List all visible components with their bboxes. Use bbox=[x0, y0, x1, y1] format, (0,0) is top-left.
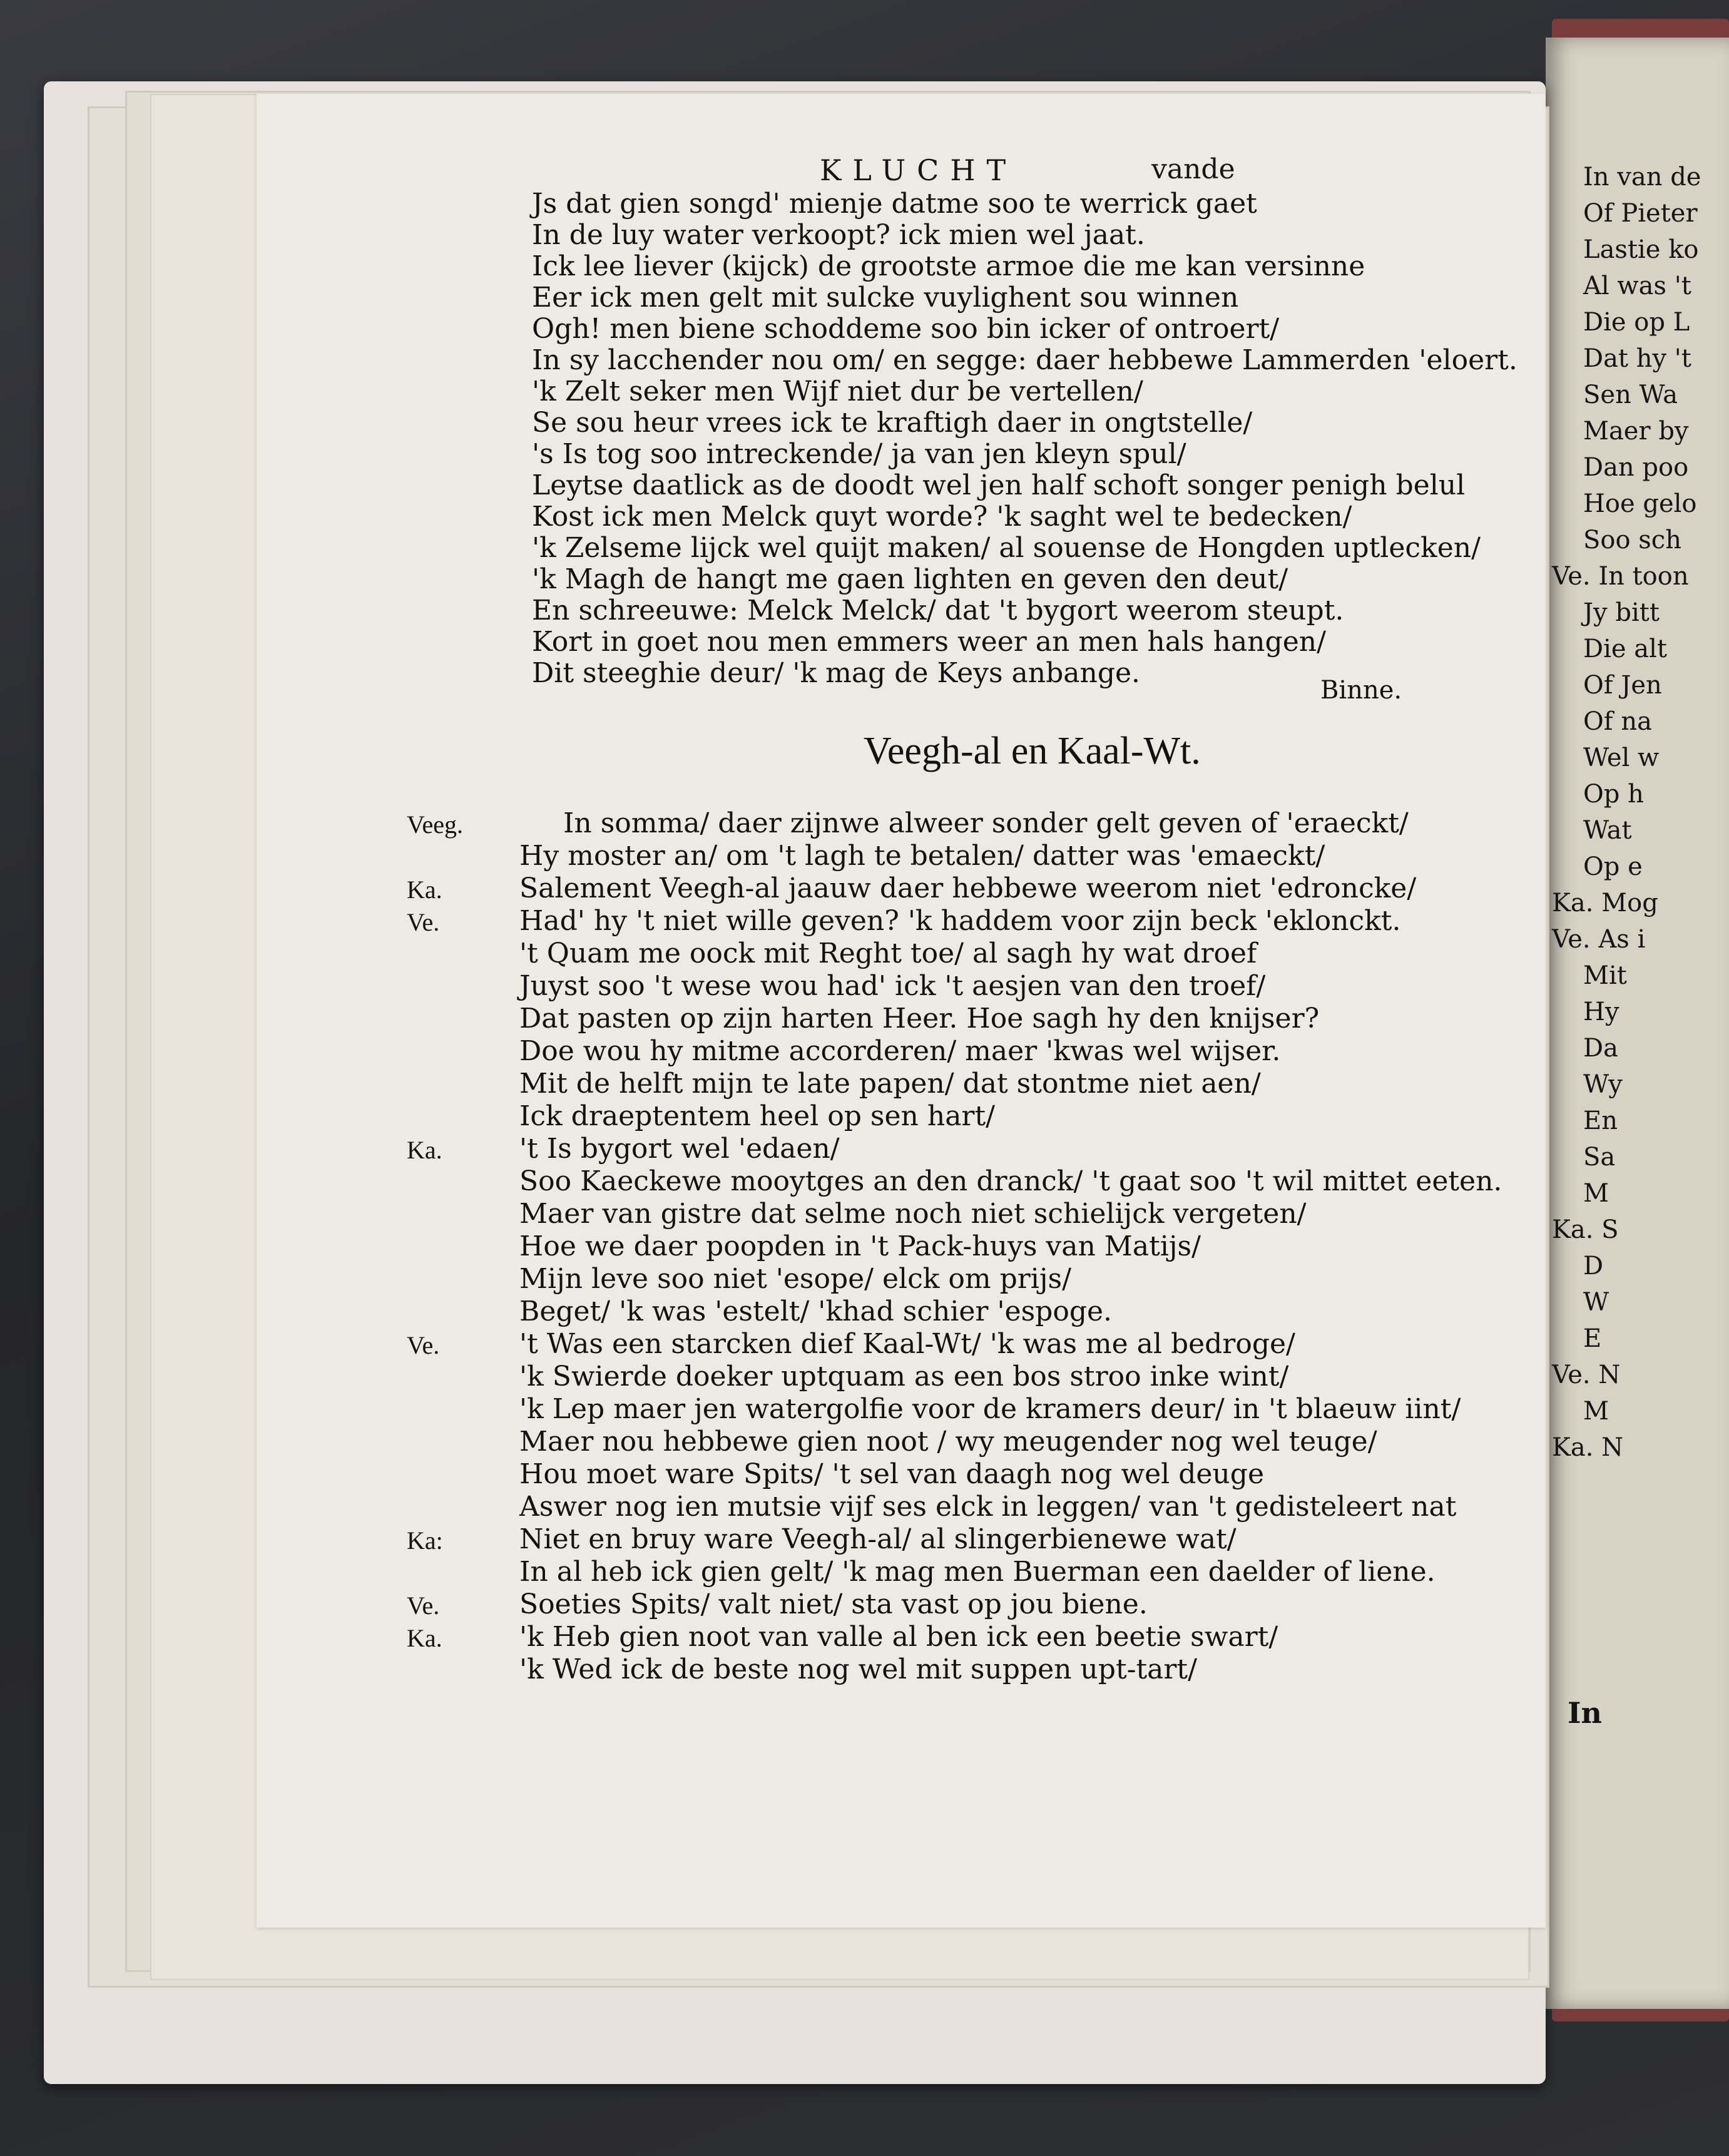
verse-line: 'k Zelseme lijck wel quijt maken/ al souense de Hongden uptlecken/ bbox=[532, 532, 1481, 564]
verse-line: Leytse daatlick as de doodt wel jen half schoft songer penigh belul bbox=[532, 469, 1466, 501]
facing-page-fragment: M bbox=[1583, 1179, 1609, 1208]
verse-line: Se sou heur vrees ick te kraftigh daer in ongtstelle/ bbox=[532, 407, 1253, 439]
facing-page-fragment: Die alt bbox=[1583, 635, 1667, 663]
dialogue-line: Dat pasten op zijn harten Heer. Hoe sagh hy den knijser? bbox=[519, 1003, 1320, 1035]
facing-page-fragment: Sa bbox=[1583, 1143, 1616, 1172]
dialogue-line: Mit de helft mijn te late papen/ dat stontme niet aen/ bbox=[519, 1068, 1261, 1100]
dialogue-line: 'k Heb gien noot van valle al ben ick een beetie swart/ bbox=[519, 1621, 1278, 1653]
dialogue-line: Hou moet ware Spits/ 't sel van daagh nog wel deuge bbox=[519, 1458, 1264, 1490]
dialogue-line: Ick draeptentem heel op sen hart/ bbox=[519, 1100, 995, 1132]
facing-page-fragment: Hoe gelo bbox=[1583, 489, 1697, 518]
dialogue-line: Soo Kaeckewe mooytges an den dranck/ 't gaat soo 't wil mittet eeten. bbox=[519, 1165, 1502, 1197]
speaker-label: Ve. bbox=[407, 908, 440, 936]
facing-page-fragment: Hy bbox=[1583, 998, 1619, 1026]
dialogue-line: Juyst soo 't wese wou had' ick 't aesjen van den troef/ bbox=[519, 970, 1266, 1002]
speaker-label: Veeg. bbox=[407, 810, 463, 839]
verse-line: Kost ick men Melck quyt worde? 'k saght wel te bedecken/ bbox=[532, 501, 1352, 533]
facing-page-fragment: Jy bitt bbox=[1583, 598, 1660, 627]
facing-page-fragment: Ve. As i bbox=[1552, 925, 1646, 954]
facing-page-fragment: Wy bbox=[1583, 1070, 1623, 1099]
facing-page-fragment: W bbox=[1583, 1288, 1609, 1317]
facing-page-fragment: Maer by bbox=[1583, 417, 1689, 446]
facing-page-fragment: Dan poo bbox=[1583, 453, 1689, 482]
dialogue-line: 'k Swierde doeker uptquam as een bos stroo inke wint/ bbox=[519, 1361, 1289, 1392]
facing-page-fragment: Op e bbox=[1583, 852, 1643, 881]
facing-page-fragment: Of na bbox=[1583, 707, 1652, 736]
facing-page-fragment: Op h bbox=[1583, 780, 1644, 809]
scene-heading: Veegh-al en Kaal-Wt. bbox=[864, 730, 1201, 772]
facing-page-fragment: Wel w bbox=[1583, 743, 1660, 772]
speaker-label: Ka. bbox=[407, 1624, 442, 1652]
dialogue-line: Salement Veegh-al jaauw daer hebbewe weerom niet 'edroncke/ bbox=[519, 872, 1417, 904]
verse-line: 'k Magh de hangt me gaen lighten en geven den deut/ bbox=[532, 563, 1288, 595]
dialogue-line: Mijn leve soo niet 'esope/ elck om prijs/ bbox=[519, 1263, 1071, 1295]
speaker-label: Ve. bbox=[407, 1591, 440, 1620]
dialogue-line: In somma/ daer zijnwe alweer sonder gelt geven of 'eraeckt/ bbox=[563, 807, 1409, 839]
facing-page-fragment: M bbox=[1583, 1397, 1609, 1426]
dialogue-line: Soeties Spits/ valt niet/ sta vast op jou biene. bbox=[519, 1588, 1148, 1620]
facing-page-fragment: Ka. S bbox=[1552, 1215, 1619, 1244]
dialogue-line: In al heb ick gien gelt/ 'k mag men Buerman een daelder of liene. bbox=[519, 1556, 1436, 1588]
speaker-label: Ka. bbox=[407, 876, 442, 904]
facing-page-fragment: E bbox=[1583, 1324, 1602, 1353]
header-title: KLUCHT bbox=[820, 153, 1018, 187]
dialogue-line: Beget/ 'k was 'estelt/ 'khad schier 'espoge. bbox=[519, 1295, 1113, 1327]
facing-page-fragment: Mit bbox=[1583, 961, 1627, 990]
verse-line: Eer ick men gelt mit sulcke vuylighent sou winnen bbox=[532, 282, 1239, 314]
facing-page-fragment: Ve. N bbox=[1552, 1361, 1621, 1389]
dialogue-line: Maer van gistre dat selme noch niet schielijck vergeten/ bbox=[519, 1198, 1307, 1230]
facing-page-fragment: D bbox=[1583, 1252, 1604, 1280]
dialogue-line: 'k Lep maer jen watergolfie voor de kramers deur/ in 't blaeuw iint/ bbox=[519, 1393, 1461, 1425]
catchword: In bbox=[1568, 1696, 1602, 1730]
facing-page-fragment: Ka. N bbox=[1552, 1433, 1624, 1462]
facing-page-fragment: In van de bbox=[1583, 163, 1701, 192]
facing-page-fragment: Ve. In toon bbox=[1552, 562, 1689, 591]
verse-line: Ogh! men biene schoddeme soo bin icker of ontroert/ bbox=[532, 313, 1280, 345]
dialogue-line: 'k Wed ick de beste nog wel mit suppen upt-tart/ bbox=[519, 1653, 1197, 1685]
dialogue-line: 't Was een starcken dief Kaal-Wt/ 'k was me al bedroge/ bbox=[519, 1328, 1295, 1360]
dialogue-line: 't Quam me oock mit Reght toe/ al sagh hy wat droef bbox=[519, 938, 1257, 969]
header-word: vande bbox=[1151, 153, 1235, 185]
verse-line: 's Is tog soo intreckende/ ja van jen kleyn spul/ bbox=[532, 438, 1186, 470]
verse-line: In sy lacchender nou om/ en segge: daer hebbewe Lammerden 'eloert. bbox=[532, 344, 1517, 376]
dialogue-line: Doe wou hy mitme accorderen/ maer 'kwas wel wijser. bbox=[519, 1035, 1281, 1067]
verse-line: Js dat gien songd' mienje datme soo te werrick gaet bbox=[532, 188, 1257, 220]
facing-page-fragment: Lastie ko bbox=[1583, 235, 1699, 264]
facing-page-fragment: Die op L bbox=[1583, 308, 1690, 337]
facing-page-fragment: Of Pieter bbox=[1583, 199, 1698, 228]
speaker-label: Ka: bbox=[407, 1526, 443, 1555]
running-header bbox=[257, 153, 1546, 191]
verse-line: Kort in goet nou men emmers weer an men hals hangen/ bbox=[532, 626, 1326, 658]
dialogue-line: 't Is bygort wel 'edaen/ bbox=[519, 1133, 840, 1165]
facing-page-fragment: Ka. Mog bbox=[1552, 889, 1658, 917]
dialogue-line: Niet en bruy ware Veegh-al/ al slingerbienewe wat/ bbox=[519, 1523, 1237, 1555]
dialogue-line: Had' hy 't niet wille geven? 'k haddem voor zijn beck 'eklonckt. bbox=[519, 905, 1401, 937]
facing-page-fragment: En bbox=[1583, 1106, 1618, 1135]
speaker-label: Ve. bbox=[407, 1331, 440, 1359]
facing-page-fragment: Soo sch bbox=[1583, 526, 1681, 554]
facing-page-fragment: Of Jen bbox=[1583, 671, 1662, 700]
verse-line: Dit steeghie deur/ 'k mag de Keys anbange. bbox=[532, 657, 1141, 689]
facing-page-fragment: Da bbox=[1583, 1034, 1618, 1063]
dialogue-line: Maer nou hebbewe gien noot / wy meugender nog wel teuge/ bbox=[519, 1426, 1377, 1458]
stage-direction-exit: Binne. bbox=[1320, 676, 1402, 705]
dialogue-line: Hoe we daer poopden in 't Pack-huys van Matijs/ bbox=[519, 1230, 1201, 1262]
verse-line: En schreeuwe: Melck Melck/ dat 't bygort weerom steupt. bbox=[532, 595, 1344, 626]
verse-line: Ick lee liever (kijck) de grootste armoe die me kan versinne bbox=[532, 250, 1365, 282]
facing-page-fragment: Al was 't bbox=[1583, 272, 1691, 300]
facing-page-fragment: Wat bbox=[1583, 816, 1632, 845]
facing-page-fragment: Sen Wa bbox=[1583, 381, 1678, 409]
verse-line: In de luy water verkoopt? ick mien wel jaat. bbox=[532, 219, 1145, 251]
verse-line: 'k Zelt seker men Wijf niet dur be vertellen/ bbox=[532, 376, 1143, 407]
dialogue-line: Aswer nog ien mutsie vijf ses elck in leggen/ van 't gedisteleert nat bbox=[519, 1491, 1457, 1523]
facing-page-fragment: Dat hy 't bbox=[1583, 344, 1691, 373]
dialogue-line: Hy moster an/ om 't lagh te betalen/ datter was 'emaeckt/ bbox=[519, 840, 1325, 872]
speaker-label: Ka. bbox=[407, 1136, 442, 1164]
